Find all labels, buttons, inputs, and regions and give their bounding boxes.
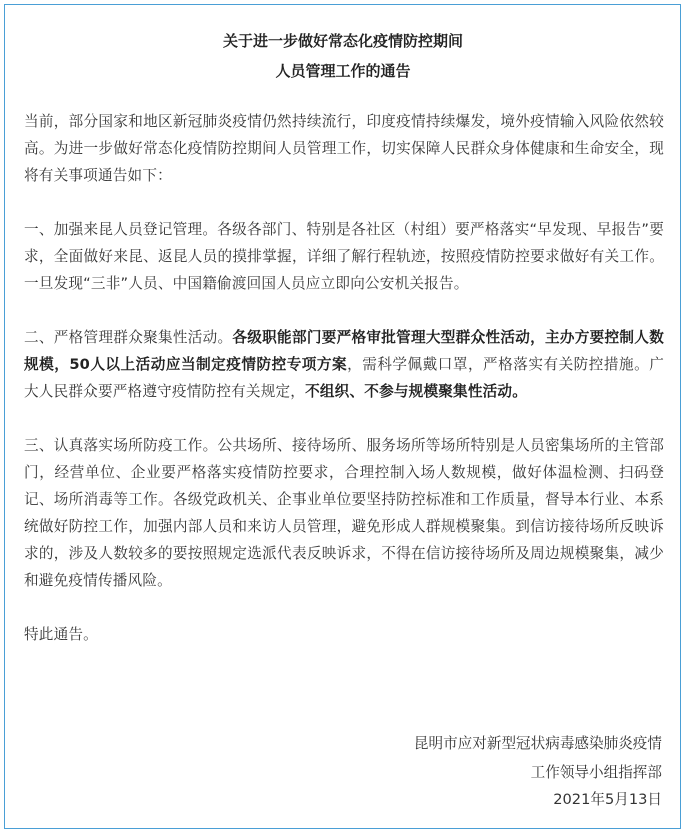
intro-paragraph: 当前，部分国家和地区新冠肺炎疫情仍然持续流行，印度疫情持续爆发，境外疫情输入风险依然较高。为进一步做好常态化疫情防控期间人员管理工作，切实保障人民群众身体健康和生命安全，现将有关事项通告如下：: [24, 113, 664, 184]
signature-line-2: 工作领导小组指挥部: [530, 764, 662, 781]
section-2-bold-a: 各级职能部门要严格审批管理大型群众性活动，主办方要控制人数规模，50人以上活动应当制定疫情防控专项方案: [24, 329, 664, 373]
section-2-paragraph: [24, 324, 664, 405]
section-3-paragraph: 三、认真落实场所防疫工作。公共场所、接待场所、服务场所等场所特别是人员密集场所的主管部门，经营单位、企业要严格落实疫情防控要求，合理控制入场人数规模，做好体温检测、扫码登记、场所消毒等工作。各级党政机关、企事业单位要坚持防控标准和工作质量，督导本行业、本系统做好防控工作，加强内部人员和来访人员管理，避免形成人群规模聚集。到信访接待场所反映诉求的，涉及人数较多的要按照规定选派代表反映诉求，不得在信访接待场所及周边规模聚集，减少和避免疫情传播风险。: [24, 437, 664, 589]
document-title-line-2: 人员管理工作的通告: [275, 62, 411, 80]
signature-line-1: 昆明市应对新型冠状病毒感染肺炎疫情: [413, 735, 662, 752]
section-2-bold-b: 不组织、不参与规模聚集性活动。: [305, 383, 528, 400]
document-title-line-1: 关于进一步做好常态化疫情防控期间: [222, 32, 463, 50]
document-body: [24, 108, 664, 648]
section-2-text-a: 二、严格管理群众聚集性活动。: [24, 329, 233, 346]
closing-line: 特此通告。: [24, 626, 98, 643]
document-date: 2021年5月13日: [553, 791, 662, 808]
section-2-text-b: ，需科学佩戴口罩，严格落实有关防控措施。广大人民群众要严格遵守疫情防控有关规定，: [24, 356, 664, 400]
section-1-paragraph: 一、加强来昆人员登记管理。各级各部门、特别是各社区（村组）要严格落实“早发现、早报告”要求，全面做好来昆、返昆人员的摸排掌握，详细了解行程轨迹，按照疫情防控要求做好有关工作。一旦发现“三非”人员、中国籍偷渡回国人员应立即向公安机关报告。: [24, 221, 664, 292]
